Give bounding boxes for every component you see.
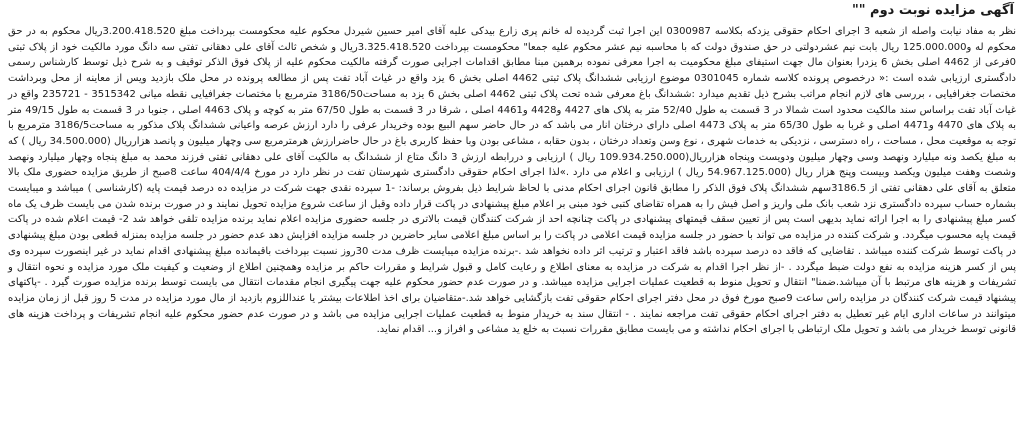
notice-body: نظر به مفاد نیابت واصله از شعبه 3 اجرای احکام حقوقی یزدکه بکلاسه 0300987 این اجرا ثبت گردیده له خانم پری زارع بیدکی علیه آقای امیر حسین شیردل محکوم علیه محکومست بپرداخت مبلغ 3.200.418.520ریال محکوم به در حق محکوم له و125.000.000 ریال بابت نیم عشردولتی در حق صندوق دولت که با محاسبه نیم عشر محکوم علیه جمعا" محکومست بپرداخت 3.325.418.520ریال و شخص ثالث آقای علی دهقانی تفتی سه دانگ مورد مالکیت خود از پلاک ثبتی 0فرعی از 4462 اصلی بخش 6 یزدرا بعنوان مال جهت استیفای مبلغ محکومیت به اجرا معرفی نموده برهمین مبنا مطابق اقدامات اجرایی صورت گرفته مالکیت محکوم علیه از پلاک فوق الذکر توقیف و به شرح ذیل توسط کارشناس رسمی دادگستری ارزیابی شده است :« درخصوص پرونده کلاسه شماره 0301045 موضوع ارزیابی ششدانگ پلاک ثبتی 4462 اصلی بخش 6 یزد واقع در غیاث آباد تفت پس از مطالعه پرونده در محل ملک بازدید ویس از معاینه از محل وبرداشت مختصات جغرافیایی ، بررسی های لازم انجام مراتب بشرح ذیل تقدیم میدارد :ششدانگ باغ معرفی شده تحت پلاک ثبتی 4462 اصلی بخش 6 یزد به مساحت3186/50 مترمربع با مختصات جغرافیایی نقطه میانی 3515342 - 235721 واقع در غیاث آباد تفت براساس سند مالکیت محدود است شمالا در 3 قسمت به طول 52/40 متر به پلاک های 4427 و4428 و4461 اصلی ، شرقا در 3 قسمت به طول 67/50 متر به کوچه و پلاک 4463 اصلی ، جنوبا در 3 قسمت به طول 49/15 متر به پلاک های 4470 و4471 اصلی و غربا به طول 65/30 متر به پلاک 4473 اصلی دارای درختان انار می باشد که در حال حاضر سهم البیع بوده وخریدار عرفی را دارد ارزش عرصه واعیانی ششدانگ پلاک مذکور به مساحت3186/5 مترمربع با توجه به موقعیت محل ، مساحت ، راه دسترسی ، نزدیکی به خدمات شهری ، نوع وسن وتعداد درختان ، بدون حقابه ، مشاعی بودن وبا حفظ کاربری باغ در حال حاضرارزش هرمترمربع سی وچهار میلیون و پانصد هزارریال (34.500.000 ریال ) که به مبلغ یکصد ونه میلیارد ونهصد وسی وچهار میلیون ودویست وپنجاه هزارریال(109.934.250.000 ریال ) ارزیابی و دررابطه ارزش 3 دانگ متاع از ششدانگ به مالکیت آقای علی دهقانی تفتی فرزند محمد به مبلغ پنجاه وچهار میلیارد ونهصد وشصت وهفت میلیون ویکصد وبیست وپنج هزار ریال (54.967.125.000 ریال ) ارزیابی و اعلام می دارد .»لذا اجرای احکام حقوقی دادگستری شهرستان تفت در نظر دارد در مورخ 404/4/4 ساعت 8صبح از طریق مزایده حضوری ملک بالا متعلق به آقای علی دهقانی تفتی از 3186.5سهم ششدانگ پلاک فوق الذکر را مطابق قانون اجرای احکام مدنی با لحاظ شرایط ذیل بفروش برساند: -1 سپرده نقدی جهت شرکت در مزایده ده درصد قیمت پایه (کارشناسی ) میباشد و میبایست بشماره حساب سپرده دادگستری نزد شعب بانک ملی واریز و اصل فیش را به همراه تقاضای کتبی خود مبنی بر اعلام مبلغ پیشنهادی در پاکت قرار داده وقبل از ساعت شروع مزایده تحویل نمایند و در صورت برنده شدن می بایست ظرف یک ماه کسر مبلغ پیشنهادی را به اجرا ارائه نماید بدیهی است پس از تعیین سقف قیمتهای پیشنهادی در پاکت چنانچه احد از شرکت کنندگان قیمت بالاتری در جلسه حضوری مزایده اعلام نماید برنده مزایده تلقی خواهد شد 2- قیمت اعلام شده در پاکت قیمت پایه محسوب میگردد. و شرکت کننده در مزایده می تواند با حضور در جلسه مزایده قیمت اعلامی در پاکت را بر اساس مبلغ اعلامی سایر حاضرین در جلسه مزایده افزایش دهد عدم حضور در جلسه مزایده بمنزله قطعی بودن مبلغ پیشنهادی در پاکت توسط شرکت کننده میباشد . تقاضایی که فاقد ده درصد سپرده باشد فاقد اعتبار و ترتیب اثر داده نخواهد شد .-برنده مزایده میبایست ظرف مدت 30روز نسبت بپرداخت باقیمانده مبلغ پیشنهادی اقدام نماید در غیر اینصورت سپرده وی پس از کسر هزینه مزایده به نفع دولت ضبط میگردد . -از نظر اجرا اقدام به شرکت در مزایده به معنای اطلاع و رعایت کامل و قبول شرایط و مقررات حاکم بر مزایده وهمچنین اطلاع از وضعیت و کیفیت ملک مورد مزایده و نحوه انتقال و تشریفات و هزینه های مرتبط با آن میباشد.ضمنا" انتقال و تحویل منوط به قطعیت عملیات اجرایی مزایده میباشد. و در صورت عدم حضور محکوم علیه جهت پیگیری انجام مقدمات انتقال می بایست توسط برنده مزایده صورت گیرد . -پاکتهای پیشنهاد قیمت شرکت کنندگان در مزایده راس ساعت 9صبح مورخ فوق در محل دفتر اجرای احکام حقوقی تفت بازگشایی خواهد شد.-متقاضیان برای اخذ اطلاعات بیشتر یا عنداللزوم بازدید از مال مورد مزایده در مدت 5 روز قبل از زمان مزایده میتوانند در ساعات اداری ایام غیر تعطیل به دفتر اجرای احکام حقوقی تفت مراجعه نمایند . - انتقال سند به خریدار منوط به قطعیت عملیات اجرایی مزایده می باشد و در صورت عدم حضور محکوم علیه انجام تشریفات و پرداخت هزینه های قانونی توسط خریدار می باشد و تحویل ملک ارتباطی با اجرای احکام نداشته و می بایست مطابق مقررات نسبت به خلع ید مشاعی و افراز و... اقدام نماید. xyxy=(8,26,1017,336)
auction-notice xyxy=(6,2,1018,426)
notice-title: آگهی مزایده نوبت دوم "" xyxy=(851,3,1014,18)
